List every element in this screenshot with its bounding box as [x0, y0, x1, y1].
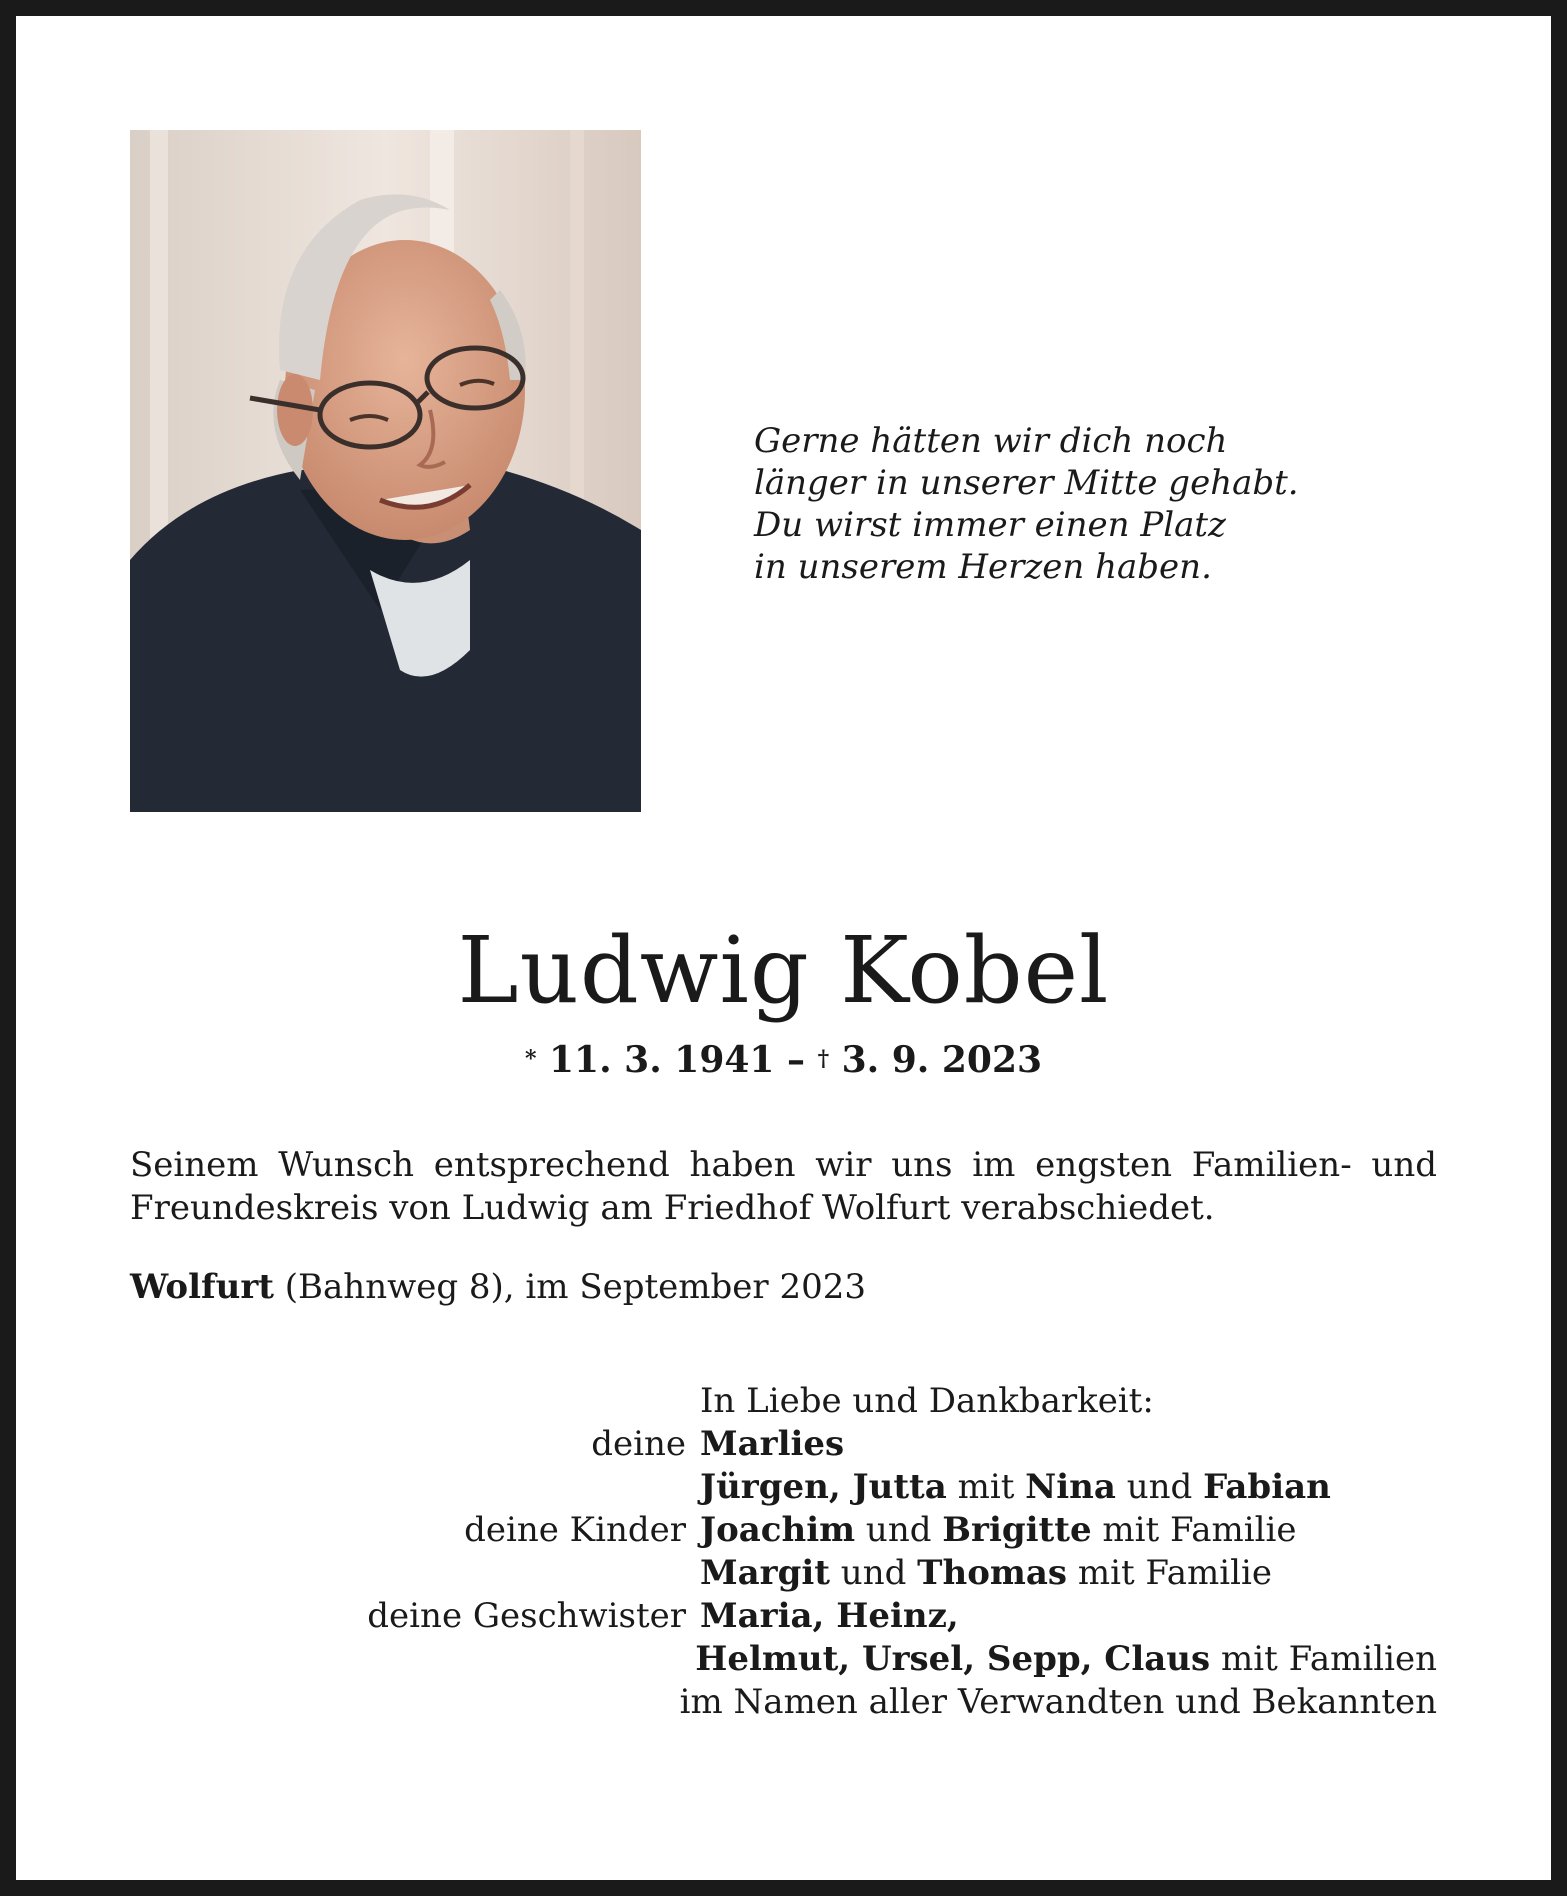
relation-label: deine Geschwister — [367, 1596, 686, 1636]
mourner-rows — [130, 1423, 1437, 1724]
mourner-name: Fabian — [1203, 1467, 1331, 1507]
relation-label — [130, 1681, 680, 1724]
mourner-name: Helmut, Ursel, Sepp, Claus — [695, 1639, 1211, 1679]
connector-text: und — [1115, 1467, 1204, 1507]
mourner-row — [130, 1466, 1437, 1509]
farewell-message — [130, 1144, 1437, 1230]
portrait-photo — [130, 130, 641, 812]
mourner-row — [130, 1681, 1437, 1724]
connector-text: und — [855, 1510, 943, 1550]
date-separator: – — [774, 1039, 818, 1081]
mourner-name: Maria, Heinz, — [700, 1596, 959, 1636]
connector-text: im Namen aller Verwandten und Bekannten — [679, 1682, 1437, 1722]
mourner-names — [700, 1466, 1437, 1509]
mourner-row — [130, 1638, 1437, 1681]
mourners-intro: In Liebe und Dankbarkeit: — [700, 1381, 1154, 1421]
quote-line: Gerne hätten wir dich noch — [754, 421, 1228, 461]
birth-date: 11. 3. 1941 — [549, 1039, 775, 1081]
mourner-names — [700, 1509, 1437, 1552]
mourner-row — [130, 1423, 1437, 1466]
mourner-row — [130, 1552, 1437, 1595]
quote-line: länger in unserer Mitte gehabt. — [754, 463, 1299, 503]
relation-label: deine Kinder — [464, 1510, 686, 1550]
obituary-page — [16, 16, 1551, 1880]
message-line: Freundeskreis von Ludwig am Friedhof Wolfurt verabschiedet. — [130, 1188, 1215, 1228]
mourner-name: Margit — [700, 1553, 830, 1593]
mourner-names — [700, 1552, 1437, 1595]
mourner-name: Marlies — [700, 1424, 845, 1464]
quote-line: Du wirst immer einen Platz — [754, 505, 1226, 545]
town-name: Wolfurt — [130, 1267, 274, 1307]
relation-label — [130, 1552, 700, 1595]
connector-text: und — [829, 1553, 918, 1593]
quote-line: in unserem Herzen haben. — [754, 547, 1212, 587]
mourner-names — [700, 1423, 1437, 1466]
connector-text: mit — [946, 1467, 1026, 1507]
relation-label: deine — [591, 1424, 686, 1464]
mourner-name: Nina — [1025, 1467, 1116, 1507]
connector-text: mit Familien — [1210, 1639, 1437, 1679]
mourner-name: Brigitte — [942, 1510, 1092, 1550]
death-symbol: † — [817, 1046, 830, 1072]
mourner-name: Thomas — [917, 1553, 1068, 1593]
connector-text: mit Familie — [1067, 1553, 1272, 1593]
death-date: 3. 9. 2023 — [841, 1039, 1043, 1081]
place-and-date — [130, 1266, 1437, 1309]
birth-symbol: * — [524, 1046, 537, 1072]
mourner-names — [680, 1681, 1437, 1724]
mourner-name: Joachim — [700, 1510, 856, 1550]
mourner-row — [130, 1509, 1437, 1552]
life-dates — [16, 1038, 1551, 1087]
deceased-name: Ludwig Kobel — [457, 917, 1110, 1024]
message-line: Seinem Wunsch entsprechend haben wir uns im engsten Familien- und — [130, 1145, 1437, 1185]
mourner-names — [695, 1638, 1437, 1681]
address-and-month: (Bahnweg 8), im September 2023 — [273, 1267, 866, 1307]
mourner-name: Jürgen, Jutta — [700, 1467, 947, 1507]
mourners-intro-row — [130, 1380, 1437, 1423]
connector-text: mit Familie — [1091, 1510, 1297, 1550]
relation-label — [130, 1638, 695, 1681]
mourner-names — [700, 1595, 1437, 1638]
relation-label — [130, 1466, 700, 1509]
portrait-illustration — [130, 130, 641, 812]
memorial-quote — [754, 420, 1354, 588]
mourners-list — [130, 1380, 1437, 1724]
mourner-row — [130, 1595, 1437, 1638]
